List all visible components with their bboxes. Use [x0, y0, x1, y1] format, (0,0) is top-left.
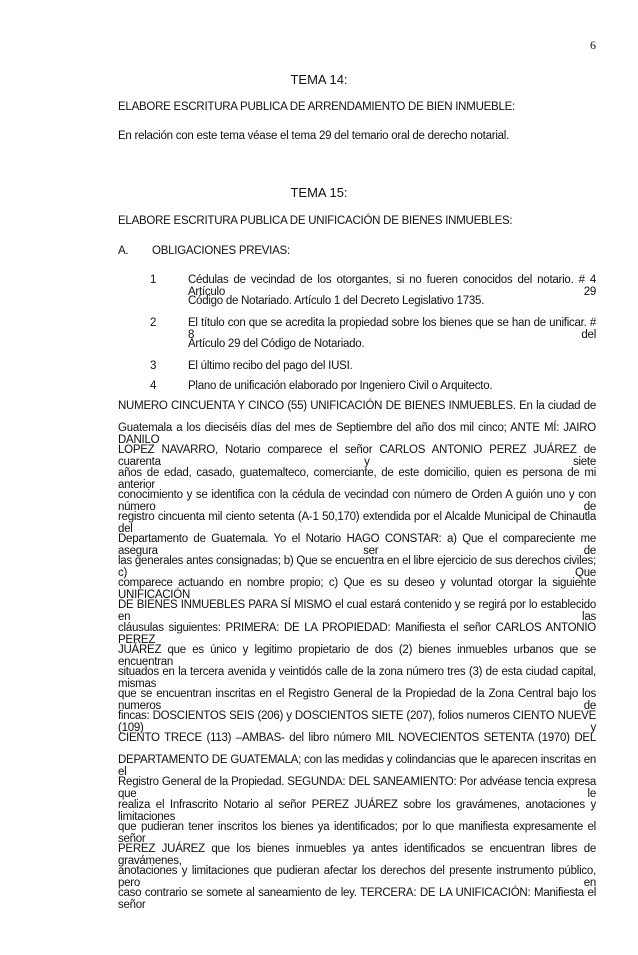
body-line: años de edad, casado, guatemalteco, comerciante, de este domicilio, quien es persona de mi anterior	[118, 467, 596, 491]
list-item-text: Artículo 29 del Código de Notariado.	[188, 338, 365, 350]
section-letter: A.	[118, 245, 129, 257]
list-item-text: Código de Notariado. Artículo 1 del Decreto Legislativo 1735.	[188, 295, 485, 307]
list-item-number: 3	[150, 360, 157, 372]
body-line: Guatemala a los dieciséis días del mes de Septiembre del año dos mil cinco; ANTE MÍ: JAIRO DANILO	[118, 422, 596, 446]
body-line: registro cincuenta mil ciento setenta (A-1 50,170) extendida por el Alcalde Municipal de Chinautla del	[118, 511, 596, 535]
body-line: que pudieran tener inscritos los bienes ya identificados; por lo que manifiesta expresamente el señor	[118, 821, 596, 845]
body-line: situados en la tercera avenida y veintidós calle de la zona número tres (3) de esta ciudad capital, mismas	[118, 666, 596, 690]
body-line: cláusulas siguientes: PRIMERA: DE LA PROPIEDAD: Manifiesta el señor CARLOS ANTONIO PEREZ	[118, 622, 596, 646]
body-line: JUÁREZ que es único y legitimo propietario de dos (2) bienes inmuebles urbanos que se encuentran	[118, 644, 596, 668]
body-line: fincas: DOSCIENTOS SEIS (206) y DOSCIENTOS SIETE (207), folios numeros CIENTO NUEVE (109) y	[118, 710, 596, 734]
list-item-text: El título con que se acredita la propiedad sobre los bienes que se han de unificar. # 8 del	[188, 317, 596, 341]
list-item-text: Cédulas de vecindad de los otorgantes, si no fueren conocidos del notario. # 4 Artículo 29	[188, 274, 596, 298]
body-line: CIENTO TRECE (113) –AMBAS- del libro número MIL NOVECIENTOS SETENTA (1970) DEL	[118, 732, 596, 744]
section-title: OBLIGACIONES PREVIAS:	[152, 245, 290, 257]
body-line: anotaciones y limitaciones que pudieran afectar los derechos del presente instrumento público, pero en	[118, 865, 596, 889]
body-line: Departamento de Guatemala. Yo el Notario HAGO CONSTAR: a) Que el compareciente me asegura ser de	[118, 533, 596, 557]
body-line: DE BIENES INMUEBLES PARA SÍ MISMO el cual estará contenido y se regirá por lo establecido en las	[118, 599, 596, 623]
body-line: Registro General de la Propiedad. SEGUNDA: DEL SANEAMIENTO: Por advéase tencia expresa que le	[118, 776, 596, 800]
body-line: LOPEZ NAVARRO, Notario comparece el señor CARLOS ANTONIO PEREZ JUÁREZ de cuarenta y siete	[118, 444, 596, 468]
body-line: que se encuentran inscritas en el Registro General de la Propiedad de la Zona Central bajo los numeros de	[118, 688, 596, 712]
tema14-heading: TEMA 14:	[290, 72, 348, 87]
tema14-title: ELABORE ESCRITURA PUBLICA DE ARRENDAMIENTO DE BIEN INMUEBLE:	[118, 101, 515, 113]
tema15-title: ELABORE ESCRITURA PUBLICA DE UNIFICACIÓN DE BIENES INMUEBLES:	[118, 215, 513, 227]
page-number: 6	[590, 38, 596, 52]
list-item-text: Plano de unificación elaborado por Ingeniero Civil o Arquitecto.	[188, 380, 493, 392]
body-line: comparece actuando en nombre propio; c) Que es su deseo y voluntad otorgar la siguiente UNIFICACIÓN	[118, 577, 596, 601]
body-line: las generales antes consignadas; b) Que se encuentra en el libre ejercicio de sus derechos civiles; c) Que	[118, 555, 596, 579]
list-item-number: 2	[150, 317, 157, 329]
body-line: realiza el Infrascrito Notario al señor PEREZ JUÁREZ sobre los gravámenes, anotaciones y limitaciones	[118, 799, 596, 823]
body-line: DEPARTAMENTO DE GUATEMALA; con las medidas y colindancias que le aparecen inscritas en el	[118, 754, 596, 778]
tema14-note: En relación con este tema véase el tema 29 del temario oral de derecho notarial.	[118, 130, 510, 142]
body-line: NUMERO CINCUENTA Y CINCO (55) UNIFICACIÓN DE BIENES INMUEBLES. En la ciudad de	[118, 400, 596, 412]
body-line: conocimiento y se identifica con la cédula de vecindad con número de Orden A guión uno y con número de	[118, 489, 596, 513]
tema15-heading: TEMA 15:	[290, 185, 348, 200]
body-line: caso contrario se somete al saneamiento de ley. TERCERA: DE LA UNIFICACIÓN: Manifiesta el señor	[118, 887, 596, 911]
list-item-text: El último recibo del pago del IUSI.	[188, 360, 353, 372]
body-line: PEREZ JUÁREZ que los bienes inmuebles ya antes identificados se encuentran libres de gravámenes,	[118, 843, 596, 867]
list-item-number: 4	[150, 380, 157, 392]
list-item-number: 1	[150, 274, 157, 286]
